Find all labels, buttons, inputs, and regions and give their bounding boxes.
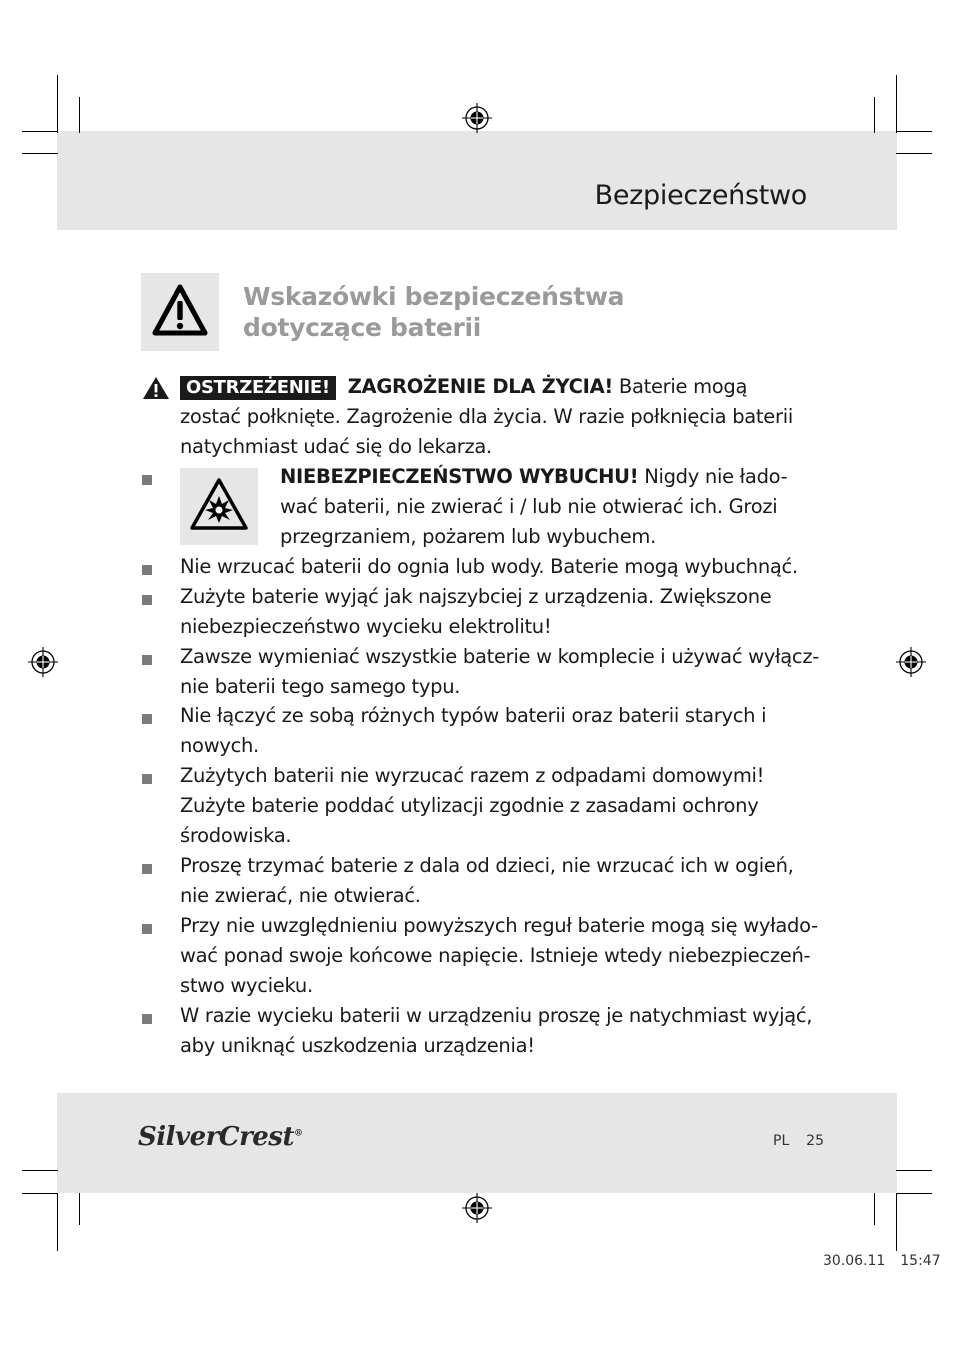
warning-line	[180, 372, 820, 402]
brand-logo	[138, 1122, 302, 1152]
list-bullet	[142, 595, 152, 605]
brand-name: SilverCrest	[138, 1122, 294, 1152]
print-date: 30.06.11	[823, 1253, 886, 1269]
explosion-paragraph	[280, 462, 820, 552]
explosion-warning-icon	[180, 468, 258, 545]
explosion-icon-box	[180, 468, 258, 545]
print-timestamp	[823, 1253, 941, 1269]
crop-mark	[22, 153, 58, 154]
warning-title: ZAGROŻENIE DLA ŻYCIA!	[347, 375, 613, 398]
crop-mark	[874, 1193, 875, 1225]
list-item-line: Zawsze wymieniać wszystkie baterie w komplecie i używać wyłącz-	[180, 645, 820, 668]
page-number	[773, 1133, 824, 1149]
warning-text: Baterie mogą	[618, 375, 748, 398]
list-item-line: Zużyte baterie poddać utylizacji zgodnie z zasadami ochrony	[180, 794, 759, 817]
brand-registered-mark: ®	[293, 1128, 303, 1139]
warning-triangle-icon	[142, 376, 170, 400]
crop-mark	[896, 75, 897, 133]
list-bullet	[142, 1014, 152, 1024]
crop-mark	[874, 97, 875, 133]
warning-label: OSTRZEŻENIE!	[180, 376, 336, 400]
list-bullet	[142, 565, 152, 575]
section-warning-box	[141, 273, 219, 351]
explosion-line	[280, 462, 820, 492]
registration-mark-icon	[28, 647, 58, 677]
list-bullet	[142, 714, 152, 724]
crop-mark	[22, 131, 58, 132]
list-item-line: niebezpieczeństwo wycieku elektrolitu!	[180, 615, 552, 638]
explosion-line: przegrzaniem, pożarem lub wybuchem.	[280, 525, 656, 548]
explosion-title: NIEBEZPIECZEŃSTWO WYBUCHU!	[280, 465, 639, 488]
list-item-line: Nie wrzucać baterii do ognia lub wody. Baterie mogą wybuchnąć.	[180, 555, 798, 578]
crop-mark	[79, 97, 80, 133]
crop-mark	[896, 153, 932, 154]
explosion-line: wać baterii, nie zwierać i / lub nie otwierać ich. Grozi	[280, 495, 778, 518]
registration-mark-icon	[896, 647, 926, 677]
page-title: Bezpieczeństwo	[594, 180, 807, 211]
list-item-line: wać ponad swoje końcowe napięcie. Istnieje wtedy niebezpieczeń-	[180, 944, 811, 967]
list-item	[180, 552, 820, 582]
list-bullet	[142, 924, 152, 934]
list-bullet	[142, 864, 152, 874]
list-item	[180, 701, 820, 761]
list-item	[180, 582, 820, 642]
list-item-line: stwo wycieku.	[180, 974, 313, 997]
print-time: 15:47	[900, 1253, 941, 1269]
list-item-line: aby uniknąć uszkodzenia urządzenia!	[180, 1034, 535, 1057]
explosion-text: Nigdy nie łado-	[644, 465, 788, 488]
page-number-value: 25	[806, 1133, 824, 1149]
registration-mark-icon	[462, 1193, 492, 1223]
registration-mark-icon	[462, 103, 492, 133]
warning-paragraph	[180, 372, 820, 462]
section-heading-line: Wskazówki bezpieczeństwa	[243, 282, 625, 311]
crop-mark	[79, 1193, 80, 1225]
warning-line: zostać połknięte. Zagrożenie dla życia. W razie połknięcia baterii	[180, 405, 793, 428]
list-item	[180, 642, 820, 702]
warning-line: natychmiast udać się do lekarza.	[180, 435, 492, 458]
section-heading	[243, 281, 803, 343]
list-item-line: Przy nie uwzględnieniu powyższych reguł baterie mogą się wyłado-	[180, 914, 818, 937]
crop-mark	[896, 1193, 932, 1194]
list-item-line: Zużyte baterie wyjąć jak najszybciej z urządzenia. Zwiększone	[180, 585, 772, 608]
list-item-line: nowych.	[180, 734, 259, 757]
list-item-line: środowiska.	[180, 824, 292, 847]
list-bullet	[142, 655, 152, 665]
list-item	[180, 761, 820, 851]
language-code: PL	[773, 1133, 790, 1149]
list-item-line: Nie łączyć ze sobą różnych typów baterii oraz baterii starych i	[180, 704, 767, 727]
crop-mark	[57, 1193, 58, 1251]
list-item	[180, 1001, 820, 1061]
list-item-line: W razie wycieku baterii w urządzeniu proszę je natychmiast wyjąć,	[180, 1004, 813, 1027]
list-item-line: nie zwierać, nie otwierać.	[180, 884, 421, 907]
crop-mark	[22, 1170, 58, 1171]
list-item-line: Zużytych baterii nie wyrzucać razem z odpadami domowymi!	[180, 764, 765, 787]
list-bullet	[142, 774, 152, 784]
crop-mark	[896, 131, 932, 132]
crop-mark	[57, 75, 58, 133]
crop-mark	[22, 1193, 58, 1194]
warning-triangle-icon	[141, 273, 219, 351]
list-item	[180, 911, 820, 1001]
crop-mark	[896, 1170, 932, 1171]
list-bullet	[142, 475, 152, 485]
section-heading-line: dotyczące baterii	[243, 313, 482, 342]
crop-mark	[896, 1193, 897, 1251]
list-item-line: Proszę trzymać baterie z dala od dzieci, nie wrzucać ich w ogień,	[180, 854, 794, 877]
list-item-line: nie baterii tego samego typu.	[180, 675, 461, 698]
list-item	[180, 851, 820, 911]
